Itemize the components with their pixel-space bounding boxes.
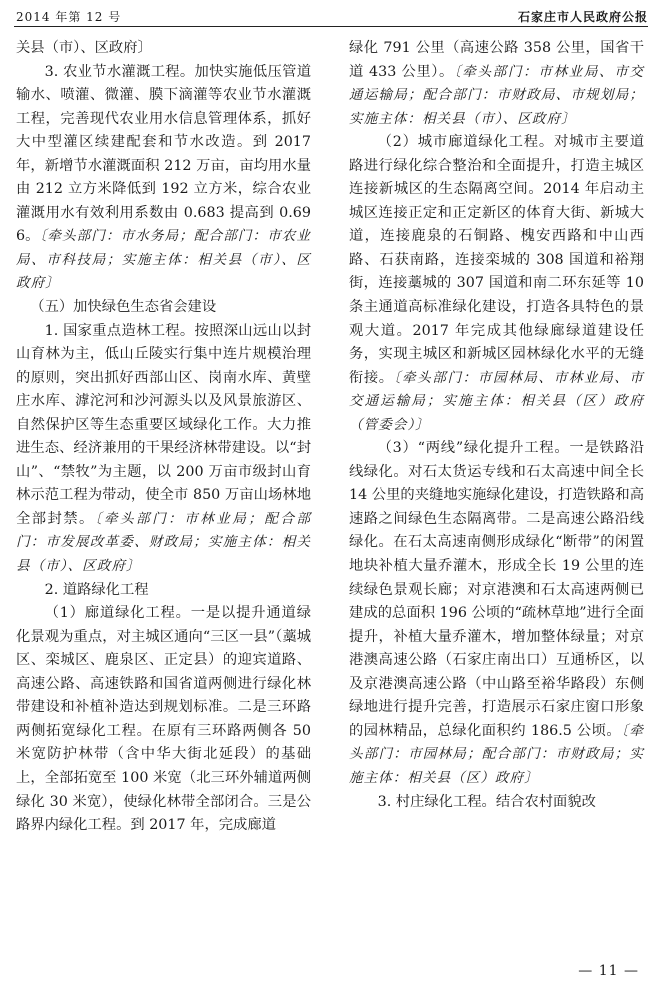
paragraph-continued: 关县（市）、区政府〕	[16, 40, 152, 56]
issue-label: 2014 年第 12 号	[16, 10, 122, 24]
paragraph-corridor-greening: （1）廊道绿化工程。一是以提升通道绿化景观为重点，对主城区通向“三区一县”（藁城区、栾城区、鹿泉区、正定县）的迎宾道路、高速公路、高速铁路和国省道两侧进行绿化林带建设和补植补造达到规划标准。二是三环路两侧拓宽绿化工程。在原有三环路两侧各 50 米宽防护林带（含中华大街北延段）的基础上，全部拓宽至 100 米宽（北三环外辅道两侧绿化 30 米宽），使绿化林带全部闭合。三是公路界内绿化工程。到 2017 年，完成廊道	[16, 605, 311, 834]
responsibility-note: 〔牵头部门：市林业局；配合部门：市发展改革委、财政局；实施主体：相关县（市）、区政府〕	[16, 510, 312, 575]
paragraph-continued: 绿化 791 公里（高速公路 358 公里，国省干道 433 公里）。〔牵头部门：市林业局、市交通运输局；配合部门：市财政局、市规划局；实施主体：相关县（市）、区政府〕	[349, 40, 644, 127]
page-header	[14, 4, 648, 27]
publication-title: 石家庄市人民政府公报	[517, 10, 648, 24]
left-column	[16, 37, 311, 838]
page-number: — 11 —	[578, 963, 639, 979]
right-column	[349, 37, 644, 814]
paragraph-two-lines: （3）“两线”绿化提升工程。一是铁路沿线绿化。对石太货运专线和石太高速中间全长 14 公里的夹缝地实施绿化建设，打造铁路和高速路之间绿色生态隔离带。二是高速公路沿线绿化。在石太高速南侧形成绿化“断带”的闲置地块补植大量乔灌木，形成全长 19 公里的连续绿色景观长廊；对京港澳和石太高速两侧已建成的总面积 196 公顷的“疏林草地”进行全面提升，补植大量乔灌木，增加整体绿量；对京港澳高速公路（石家庄南出口）互通桥区，以及京港澳高速公路（中山路至裕华路段）东侧绿地进行提升完善，打造展示石家庄窗口形象的园林精品，总绿化面积约 186.5 公顷。〔牵头部门：市园林局；配合部门：市财政局；实施主体：相关县（区）政府〕	[349, 440, 644, 786]
paragraph-city-corridor: （2）城市廊道绿化工程。对城市主要道路进行绿化综合整治和全面提升，打造主城区连接新城区的生态隔离空间。2014 年启动主城区连接正定和正定新区的体育大街、新城大道，连接鹿泉的石铜路、槐安西路和中山西路、石获南路，连接栾城的 308 国道和裕翔街，连接藁城的 307 国道和南二环东延等 10 条主通道高标准绿化建设，打造各具特色的景观大道。2017 年完成其他绿廊绿道建设任务，实现主城区和新城区园林绿化水平的无缝衔接。〔牵头部门：市园林局、市林业局、市交通运输局；实施主体：相关县（区）政府（管委会）〕	[349, 134, 645, 433]
responsibility-note: 〔牵头部门：市园林局、市林业局、市交通运输局；实施主体：相关县（区）政府（管委会）〕	[349, 369, 645, 433]
responsibility-note: 〔牵头部门：市园林局；配合部门：市财政局；实施主体：相关县（区）政府〕	[349, 722, 644, 786]
section-heading: （五）加快绿色生态省会建设	[30, 299, 217, 316]
paragraph-road-greening: 2. 道路绿化工程	[44, 581, 149, 598]
responsibility-note: 〔牵头部门：市林业局、市交通运输局；配合部门：市财政局、市规划局；实施主体：相关县（市）、区政府〕	[349, 63, 644, 127]
paragraph-village-greening: 3. 村庄绿化工程。结合农村面貌改	[377, 793, 596, 810]
responsibility-note: 〔牵头部门：市水务局；配合部门：市农业局、市科技局；实施主体：相关县（市）、区政府〕	[16, 228, 311, 292]
paragraph-afforestation: 1. 国家重点造林工程。按照深山远山以封山育林为主，低山丘陵实行集中连片规模治理的原则，突出抓好西部山区、岗南水库、黄壁庄水库、滹沱河和沙河源头以及风景旅游区、自然保护区等生态重要区域绿化工作。大力推进生态、经济兼用的干果经济林带建设。以“封山”、“禁牧”为主题，以 200 万亩市级封山育林示范工程为带动，使全市 850 万亩山场林地全部封禁。〔牵头部门：市林业局；配合部门：市发展改革委、财政局；实施主体：相关县（市）、区政府〕	[16, 322, 312, 575]
paragraph-irrigation: 3. 农业节水灌溉工程。加快实施低压管道输水、喷灌、微灌、膜下滴灌等农业节水灌溉工程，完善现代农业用水信息管理体系，抓好大中型灌区续建配套和节水改造。到 2017 年，新增节水灌溉面积 212 万亩，亩均用水量由 212 立方米降低到 192 立方米，综合农业灌溉用水有效利用系数由 0.683 提高到 0.696。〔牵头部门：市水务局；配合部门：市农业局、市科技局；实施主体：相关县（市）、区政府〕	[16, 63, 311, 292]
